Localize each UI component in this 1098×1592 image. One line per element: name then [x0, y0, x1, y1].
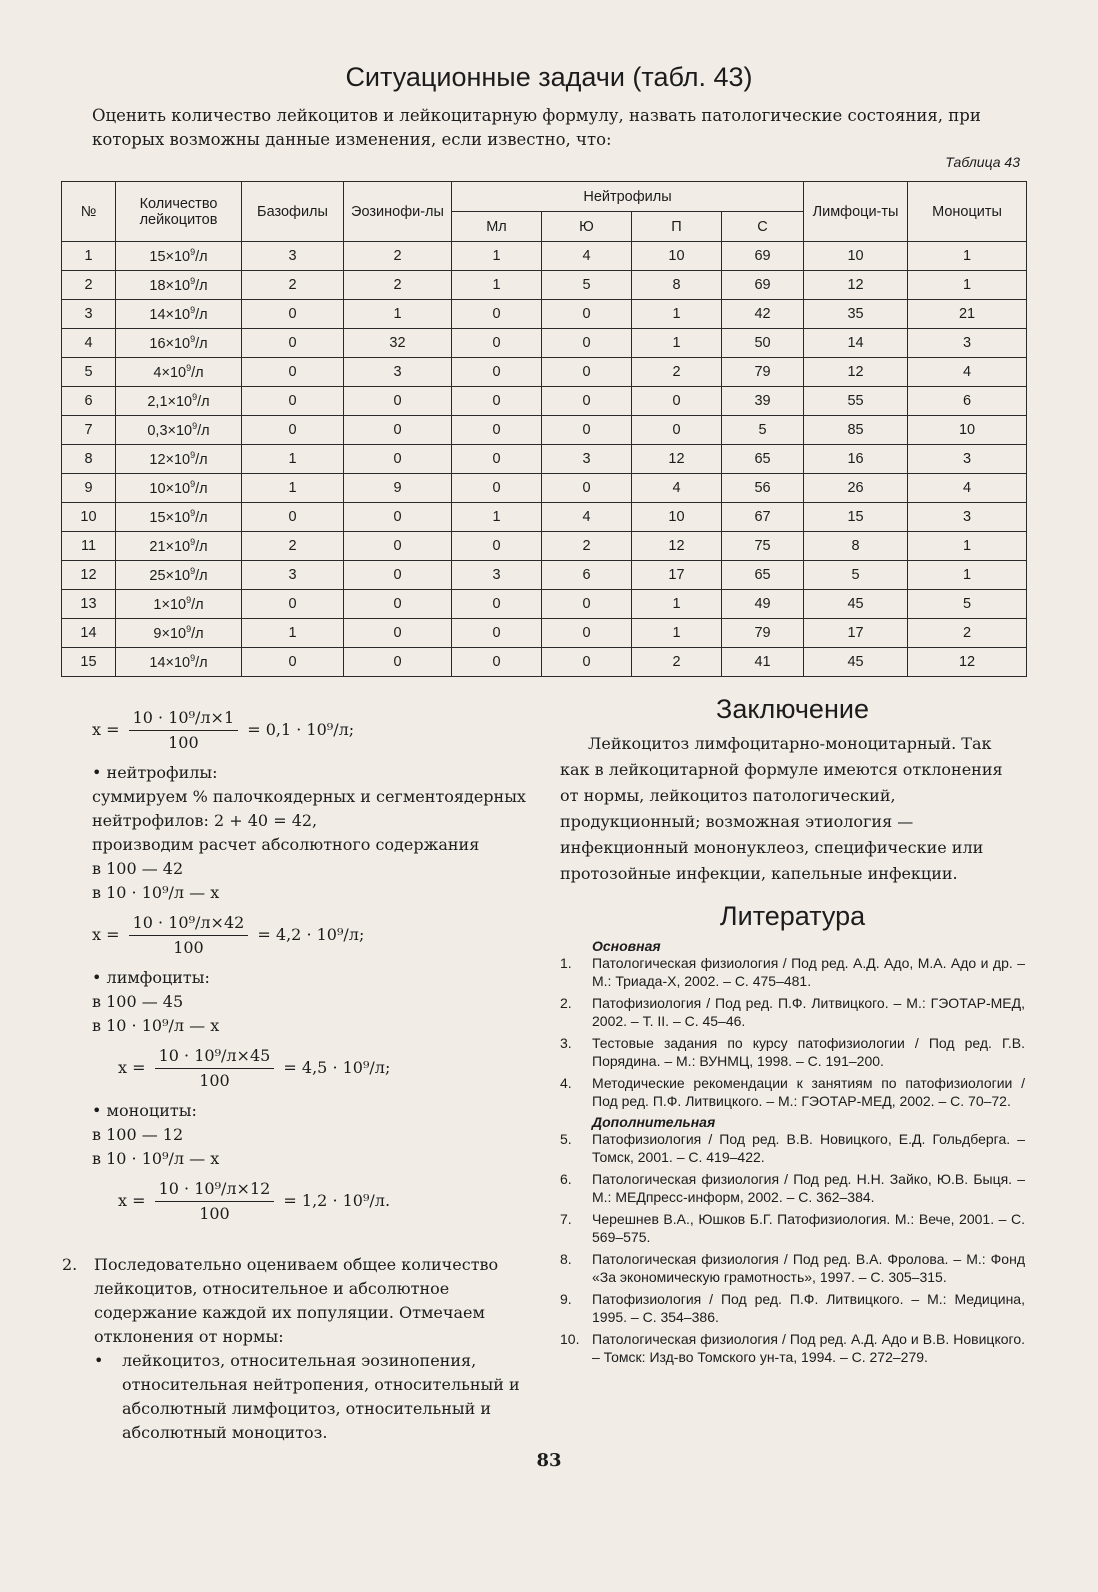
table-cell: 2 — [242, 271, 344, 300]
table-row — [62, 445, 1027, 474]
header-eosinophils: Эозинофи-лы — [344, 182, 452, 242]
table-cell: 1 — [344, 300, 452, 329]
bullet-icon: • — [94, 1351, 104, 1370]
table-cell: 21 — [908, 300, 1027, 329]
literature-number: 9. — [560, 1291, 572, 1307]
table-cell: 8 — [804, 532, 908, 561]
step-number: 2. — [62, 1255, 78, 1274]
table-cell: 12 — [804, 271, 908, 300]
table-cell: 0 — [344, 648, 452, 677]
literature-number: 7. — [560, 1211, 572, 1227]
table-cell: 1 — [242, 474, 344, 503]
equation-2 — [92, 911, 532, 960]
table-cell: 79 — [722, 619, 804, 648]
fraction — [129, 911, 249, 960]
literature-item — [560, 954, 1025, 990]
table-cell: 4 — [542, 503, 632, 532]
table-cell: 0 — [242, 387, 344, 416]
table-row — [62, 242, 1027, 271]
literature-main-list — [560, 954, 1025, 1110]
table-cell: 11 — [62, 532, 116, 561]
table-cell: 0 — [242, 648, 344, 677]
table-cell: 0 — [344, 590, 452, 619]
table-cell: 5 — [804, 561, 908, 590]
literature-text: Патофизиология / Под ред. В.В. Новицкого, Е.Д. Гольдберга. – Томск, 2001. – С. 419–422. — [592, 1131, 1025, 1165]
table-cell: 56 — [722, 474, 804, 503]
table-cell: 69 — [722, 271, 804, 300]
header-num: № — [62, 182, 116, 242]
eq-result: = 4,5 · 10⁹/л; — [283, 1058, 391, 1077]
equation-4 — [92, 1177, 532, 1226]
denominator: 100 — [199, 1204, 230, 1223]
leukocyte-count-cell: $21\times 10^9/л$ — [116, 532, 242, 561]
table-cell: 1 — [452, 242, 542, 271]
table-row — [62, 329, 1027, 358]
literature-text: Патофизиология / Под ред. П.Ф. Литвицкого. – М.: Медицина, 1995. – С. 354–386. — [592, 1291, 1025, 1325]
table-row — [62, 271, 1027, 300]
leukocyte-count-cell: $0,3\times 10^9/л$ — [116, 416, 242, 445]
table-cell: 1 — [242, 619, 344, 648]
table-cell: 45 — [804, 648, 908, 677]
table-cell: 35 — [804, 300, 908, 329]
neutrophils-text: суммируем % палочкоядерных и сегментоядерных нейтрофилов: 2 + 40 = 42, — [92, 787, 526, 830]
table-cell: 0 — [344, 619, 452, 648]
table-cell: 50 — [722, 329, 804, 358]
leukocyte-count-cell: $15\times 10^9/л$ — [116, 503, 242, 532]
table-cell: 17 — [632, 561, 722, 590]
literature-main-label: Основная — [592, 938, 661, 954]
literature-number: 3. — [560, 1035, 572, 1051]
table-cell: 17 — [804, 619, 908, 648]
table-cell: 5 — [62, 358, 116, 387]
table-cell: 0 — [452, 648, 542, 677]
table-cell: 45 — [804, 590, 908, 619]
step-2-block — [62, 1253, 532, 1445]
leukocyte-count-cell: $12\times 10^9/л$ — [116, 445, 242, 474]
header-lymphocytes: Лимфоци-ты — [804, 182, 908, 242]
table-cell: 14 — [62, 619, 116, 648]
header-count: Количество лейкоцитов — [116, 182, 242, 242]
table-cell: 79 — [722, 358, 804, 387]
table-cell: 3 — [344, 358, 452, 387]
numerator: 10 · 10⁹/л×42 — [129, 911, 249, 936]
table-cell: 0 — [452, 590, 542, 619]
denominator: 100 — [168, 733, 199, 752]
table-cell: 10 — [632, 503, 722, 532]
numerator: 10 · 10⁹/л×45 — [155, 1044, 275, 1069]
header-neutrophils: Нейтрофилы — [452, 182, 804, 212]
table-cell: 1 — [908, 561, 1027, 590]
step-2-text: Последовательно оцениваем общее количество лейкоцитов, относительное и абсолютное содержание каждой их популяции. Отмечаем отклонения от нормы: — [94, 1255, 499, 1346]
eq-lhs: x = — [92, 720, 120, 739]
table-cell: 0 — [452, 445, 542, 474]
table-cell: 49 — [722, 590, 804, 619]
literature-extra-label: Дополнительная — [592, 1114, 716, 1130]
table-cell: 12 — [62, 561, 116, 590]
table-cell: 5 — [722, 416, 804, 445]
literature-item — [560, 1074, 1025, 1110]
table-cell: 2 — [62, 271, 116, 300]
table-body — [62, 242, 1027, 677]
table-row — [62, 358, 1027, 387]
proportion-line: в 10 · 10⁹/л — x — [92, 1149, 220, 1168]
table-row — [62, 416, 1027, 445]
table-row — [62, 561, 1027, 590]
table-cell: 4 — [542, 242, 632, 271]
table-cell: 75 — [722, 532, 804, 561]
literature-number: 4. — [560, 1075, 572, 1091]
table-cell: 0 — [242, 503, 344, 532]
table-row — [62, 300, 1027, 329]
leukocyte-count-cell: $9\times 10^9/л$ — [116, 619, 242, 648]
leukocyte-count-cell: $25\times 10^9/л$ — [116, 561, 242, 590]
table-cell: 0 — [242, 300, 344, 329]
proportion-line: в 100 — 45 — [92, 992, 184, 1011]
table-cell: 0 — [344, 503, 452, 532]
table-row — [62, 619, 1027, 648]
literature-item — [560, 1290, 1025, 1326]
table-cell: 0 — [542, 329, 632, 358]
denominator: 100 — [199, 1071, 230, 1090]
header-s: С — [722, 212, 804, 242]
table-cell: 1 — [632, 300, 722, 329]
leukocyte-table — [61, 181, 1027, 677]
eq-lhs: x = — [118, 1058, 146, 1077]
table-cell: 1 — [908, 271, 1027, 300]
literature-text: Тестовые задания по курсу патофизиологии / Под ред. Г.В. Порядина. – М.: ВУНМЦ, 1998. – С. 191–200. — [592, 1035, 1025, 1069]
step-2 — [62, 1253, 532, 1349]
literature-text: Патологическая физиология / Под ред. А.Д. Адо, М.А. Адо и др. – М.: Триада-Х, 2002. – С. 475–481. — [592, 955, 1025, 989]
table-cell: 12 — [632, 445, 722, 474]
monocytes-label: • моноциты: — [92, 1101, 197, 1120]
table-cell: 69 — [722, 242, 804, 271]
table-cell: 7 — [62, 416, 116, 445]
eq-result: = 4,2 · 10⁹/л; — [257, 925, 365, 944]
numerator: 10 · 10⁹/л×12 — [155, 1177, 275, 1202]
literature-number: 6. — [560, 1171, 572, 1187]
table-cell: 0 — [452, 619, 542, 648]
table-cell: 3 — [908, 329, 1027, 358]
header-basophils: Базофилы — [242, 182, 344, 242]
table-cell: 4 — [908, 358, 1027, 387]
leukocyte-count-cell: $14\times 10^9/л$ — [116, 300, 242, 329]
table-cell: 15 — [62, 648, 116, 677]
table-cell: 4 — [62, 329, 116, 358]
leukocyte-count-cell: $2,1\times 10^9/л$ — [116, 387, 242, 416]
literature-text: Методические рекомендации к занятиям по патофизиологии / Под ред. П.Ф. Литвицкого. – М.: ГЭОТАР-МЕД, 2002. – С. 70–72. — [592, 1075, 1025, 1109]
literature-text: Патофизиология / Под ред. П.Ф. Литвицкого. – М.: ГЭОТАР-МЕД, 2002. – Т. II. – С. 45–46. — [592, 995, 1025, 1029]
literature-text: Патологическая физиология / Под ред. Н.Н. Зайко, Ю.В. Быця. – М.: МЕДпресс-информ, 2002. – С. 362–384. — [592, 1171, 1025, 1205]
lymphocytes-label: • лимфоциты: — [92, 968, 210, 987]
table-cell: 0 — [452, 532, 542, 561]
table-cell: 5 — [908, 590, 1027, 619]
literature-number: 2. — [560, 995, 572, 1011]
leukocyte-count-cell: $1\times 10^9/л$ — [116, 590, 242, 619]
literature-item — [560, 1210, 1025, 1246]
table-cell: 4 — [908, 474, 1027, 503]
numerator: 10 · 10⁹/л×1 — [129, 706, 239, 731]
eq-lhs: x = — [92, 925, 120, 944]
table-cell: 3 — [542, 445, 632, 474]
table-cell: 1 — [632, 619, 722, 648]
table-cell: 1 — [908, 532, 1027, 561]
table-cell: 0 — [542, 590, 632, 619]
equation-1 — [92, 706, 532, 755]
table-cell: 3 — [452, 561, 542, 590]
table-cell: 3 — [908, 503, 1027, 532]
table-cell: 85 — [804, 416, 908, 445]
table-cell: 15 — [804, 503, 908, 532]
table-cell: 42 — [722, 300, 804, 329]
right-column — [560, 694, 1025, 1370]
literature-extra-list — [560, 1130, 1025, 1366]
table-cell: 10 — [804, 242, 908, 271]
leukocyte-count-cell: $16\times 10^9/л$ — [116, 329, 242, 358]
literature-text: Патологическая физиология / Под ред. В.А. Фролова. – М.: Фонд «За экономическую грамотность», 1997. – С. 305–315. — [592, 1251, 1025, 1285]
literature-text: Патологическая физиология / Под ред. А.Д. Адо и В.В. Новицкого. – Томск: Изд-во Томского ун-та, 1994. – С. 272–279. — [592, 1331, 1025, 1365]
fraction — [129, 706, 239, 755]
table-cell: 4 — [632, 474, 722, 503]
table-cell: 2 — [632, 648, 722, 677]
header-yu: Ю — [542, 212, 632, 242]
table-cell: 67 — [722, 503, 804, 532]
table-row — [62, 387, 1027, 416]
table-cell: 0 — [344, 416, 452, 445]
conclusion-text: Лейкоцитоз лимфоцитарно-моноцитарный. Так как в лейкоцитарной формуле имеются отклонения от нормы, лейкоцитоз патологический, продукционный; возможная этиология — инфекционный мононуклеоз, специфические или протозойные инфекции, капельные инфекции. — [560, 734, 1003, 883]
proportion-line: в 100 — 12 — [92, 1125, 184, 1144]
table-cell: 12 — [632, 532, 722, 561]
proportion-line: в 100 — 42 — [92, 859, 184, 878]
table-cell: 1 — [452, 271, 542, 300]
table-cell: 8 — [632, 271, 722, 300]
table-cell: 2 — [344, 271, 452, 300]
table-cell: 0 — [542, 648, 632, 677]
literature-item — [560, 1330, 1025, 1366]
table-cell: 41 — [722, 648, 804, 677]
table-cell: 0 — [242, 329, 344, 358]
table-cell: 10 — [632, 242, 722, 271]
table-cell: 32 — [344, 329, 452, 358]
table-cell: 1 — [908, 242, 1027, 271]
table-cell: 6 — [62, 387, 116, 416]
table-cell: 0 — [452, 416, 542, 445]
task-intro: Оценить количество лейкоцитов и лейкоцитарную формулу, назвать патологические состояния, при которых возможны данные изменения, если известно, что: — [92, 106, 981, 149]
table-cell: 1 — [242, 445, 344, 474]
eq-result: = 0,1 · 10⁹/л; — [247, 720, 355, 739]
literature-item — [560, 1130, 1025, 1166]
equation-3 — [92, 1044, 532, 1093]
table-cell: 3 — [242, 561, 344, 590]
literature-item — [560, 994, 1025, 1030]
eq-result: = 1,2 · 10⁹/л. — [283, 1191, 391, 1210]
header-ml: Мл — [452, 212, 542, 242]
calc-text: производим расчет абсолютного содержания — [92, 835, 480, 854]
table-cell: 3 — [908, 445, 1027, 474]
literature-number: 1. — [560, 955, 572, 971]
table-cell: 0 — [542, 416, 632, 445]
table-cell: 0 — [344, 561, 452, 590]
table-row — [62, 474, 1027, 503]
conclusion-heading: Заключение — [716, 694, 869, 724]
step-2-bullet — [62, 1349, 532, 1445]
table-cell: 65 — [722, 561, 804, 590]
literature-heading: Литература — [719, 901, 866, 931]
table-cell: 8 — [62, 445, 116, 474]
table-cell: 3 — [62, 300, 116, 329]
literature-number: 8. — [560, 1251, 572, 1267]
table-row — [62, 590, 1027, 619]
leukocyte-count-cell: $4\times 10^9/л$ — [116, 358, 242, 387]
table-row — [62, 503, 1027, 532]
table-cell: 0 — [542, 300, 632, 329]
denominator: 100 — [173, 938, 204, 957]
table-cell: 0 — [344, 445, 452, 474]
table-cell: 39 — [722, 387, 804, 416]
table-cell: 0 — [542, 387, 632, 416]
table-cell: 12 — [908, 648, 1027, 677]
proportion-line: в 10 · 10⁹/л — x — [92, 1016, 220, 1035]
literature-item — [560, 1034, 1025, 1070]
table-cell: 0 — [452, 387, 542, 416]
table-cell: 55 — [804, 387, 908, 416]
table-row — [62, 648, 1027, 677]
table-cell: 0 — [344, 532, 452, 561]
table-cell: 0 — [242, 416, 344, 445]
literature-item — [560, 1170, 1025, 1206]
page-title: Ситуационные задачи (табл. 43) — [345, 62, 753, 92]
table-cell: 2 — [542, 532, 632, 561]
table-cell: 0 — [452, 300, 542, 329]
header-monocytes: Моноциты — [908, 182, 1027, 242]
table-cell: 6 — [908, 387, 1027, 416]
page-number: 83 — [536, 1450, 562, 1471]
literature-item — [560, 1250, 1025, 1286]
fraction — [155, 1044, 275, 1093]
table-cell: 1 — [62, 242, 116, 271]
leukocyte-count-cell: $15\times 10^9/л$ — [116, 242, 242, 271]
table-cell: 2 — [242, 532, 344, 561]
table-cell: 0 — [542, 358, 632, 387]
table-cell: 13 — [62, 590, 116, 619]
table-cell: 0 — [542, 619, 632, 648]
table-cell: 12 — [804, 358, 908, 387]
proportion-line: в 10 · 10⁹/л — x — [92, 883, 220, 902]
leukocyte-count-cell: $10\times 10^9/л$ — [116, 474, 242, 503]
table-cell: 5 — [542, 271, 632, 300]
table-cell: 3 — [242, 242, 344, 271]
header-p: П — [632, 212, 722, 242]
table-cell: 10 — [62, 503, 116, 532]
fraction — [155, 1177, 275, 1226]
table-cell: 6 — [542, 561, 632, 590]
table-cell: 65 — [722, 445, 804, 474]
table-cell: 0 — [452, 358, 542, 387]
table-cell: 16 — [804, 445, 908, 474]
table-cell: 0 — [452, 329, 542, 358]
leukocyte-count-cell: $14\times 10^9/л$ — [116, 648, 242, 677]
leukocyte-count-cell: $18\times 10^9/л$ — [116, 271, 242, 300]
neutrophils-label: • нейтрофилы: — [92, 763, 218, 782]
table-cell: 1 — [452, 503, 542, 532]
table-cell: 0 — [542, 474, 632, 503]
table-cell: 26 — [804, 474, 908, 503]
table-cell: 14 — [804, 329, 908, 358]
table-cell: 2 — [344, 242, 452, 271]
table-cell: 9 — [344, 474, 452, 503]
table-cell: 1 — [632, 590, 722, 619]
table-caption: Таблица 43 — [945, 154, 1020, 170]
table-row — [62, 532, 1027, 561]
table-cell: 0 — [242, 590, 344, 619]
table-cell: 2 — [908, 619, 1027, 648]
table-cell: 0 — [632, 387, 722, 416]
literature-number: 10. — [560, 1331, 580, 1347]
table-cell: 0 — [452, 474, 542, 503]
table-cell: 10 — [908, 416, 1027, 445]
table-cell: 0 — [632, 416, 722, 445]
eq-lhs: x = — [118, 1191, 146, 1210]
literature-text: Черешнев В.А., Юшков Б.Г. Патофизиология. М.: Вече, 2001. – С. 569–575. — [592, 1211, 1025, 1245]
table-cell: 1 — [632, 329, 722, 358]
literature-number: 5. — [560, 1131, 572, 1147]
calculation-block — [92, 700, 532, 1232]
table-cell: 2 — [632, 358, 722, 387]
table-cell: 9 — [62, 474, 116, 503]
table-cell: 0 — [242, 358, 344, 387]
table-cell: 0 — [344, 387, 452, 416]
step-2-bullet-text: лейкоцитоз, относительная эозинопения, относительная нейтропения, относительный и абсолютный лимфоцитоз, относительный и абсолютный моноцитоз. — [122, 1351, 520, 1442]
